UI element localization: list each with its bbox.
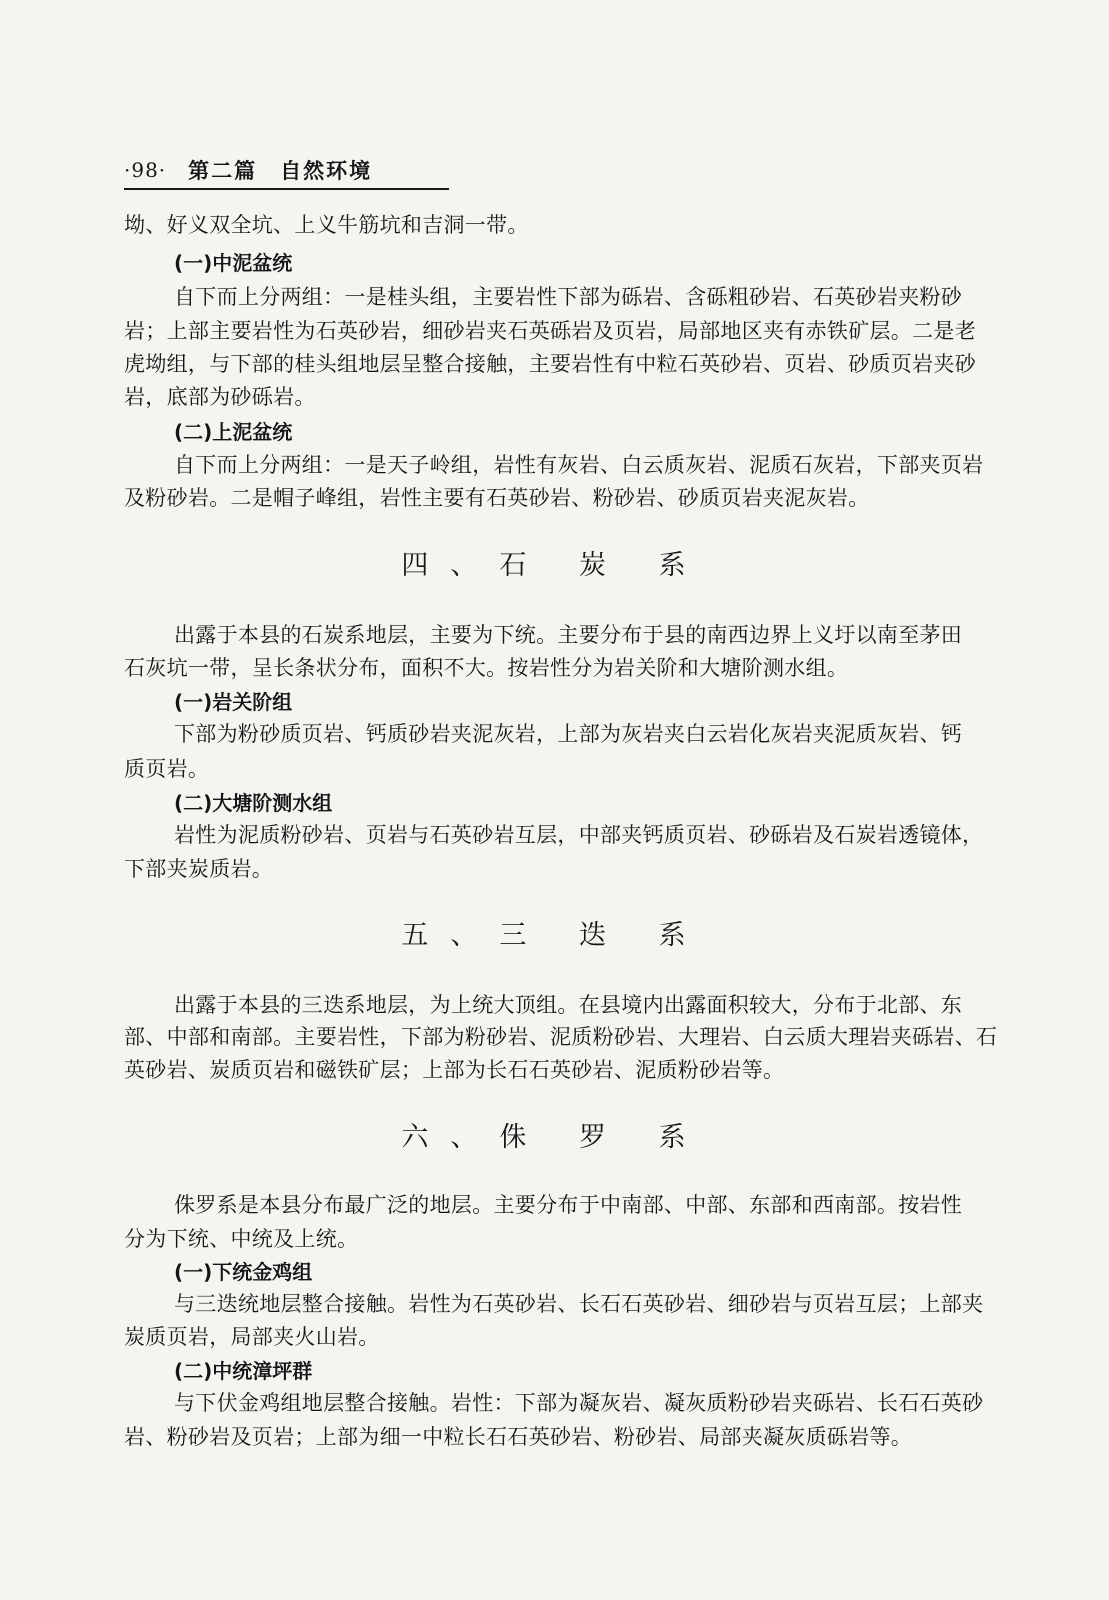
subsection-title: (二)上泥盆统 [174,420,293,444]
text-line: 与下伏金鸡组地层整合接触。岩性：下部为凝灰岩、凝灰质粉砂岩夹砾岩、长石石英砂 [174,1391,984,1415]
text-line: 自下而上分两组：一是桂头组，主要岩性下部为砾岩、含砾粗砂岩、石英砂岩夹粉砂 [174,285,963,309]
text-line: 虎坳组，与下部的桂头组地层呈整合接触，主要岩性有中粒石英砂岩、页岩、砂质页岩夹砂 [124,352,976,376]
text-line: 质页岩。 [124,757,210,781]
text-line: 岩；上部主要岩性为石英砂岩，细砂岩夹石英砾岩及页岩，局部地区夹有赤铁矿层。二是老 [124,319,976,343]
subsection-title: (一)下统金鸡组 [174,1260,313,1284]
chapter-heading: 六、侏 罗 系 [401,1122,708,1153]
subsection-title: (二)大塘阶测水组 [174,791,333,815]
text-line: 岩、粉砂岩及页岩；上部为细一中粒长石石英砂岩、粉砂岩、局部夹凝灰质砾岩等。 [124,1425,913,1449]
text-line: 部、中部和南部。主要岩性，下部为粉砂岩、泥质粉砂岩、大理岩、白云质大理岩夹砾岩、石 [124,1025,998,1049]
chapter-heading: 五、三 迭 系 [401,920,708,951]
text-line: 炭质页岩，局部夹火山岩。 [124,1325,380,1349]
text-line: 出露于本县的石炭系地层，主要为下统。主要分布于县的南西边界上义圩以南至茅田 [174,623,963,647]
text-line: 岩性为泥质粉砂岩、页岩与石英砂岩互层，中部夹钙质页岩、砂砾岩及石炭岩透镜体， [174,823,984,847]
text-line: 自下而上分两组：一是天子岭组，岩性有灰岩、白云质灰岩、泥质石灰岩，下部夹页岩 [174,453,984,477]
text-line: 岩，底部为砂砾岩。 [124,385,316,409]
text-line: 及粉砂岩。二是帽子峰组，岩性主要有石英砂岩、粉砂岩、砂质页岩夹泥灰岩。 [124,486,870,510]
chapter-heading: 四、石 炭 系 [401,550,708,581]
text-line: 下部为粉砂质页岩、钙质砂岩夹泥灰岩，上部为灰岩夹白云岩化灰岩夹泥质灰岩、钙 [174,722,963,746]
text-line: 石灰坑一带，呈长条状分布，面积不大。按岩性分为岩关阶和大塘阶测水组。 [124,656,849,680]
section-title: 第二篇 自然环境 [188,159,373,183]
text-line: 下部夹炭质岩。 [124,857,274,881]
text-line: 分为下统、中统及上统。 [124,1227,359,1251]
page-number: ·98· [124,158,167,182]
subsection-title: (二)中统漳坪群 [174,1359,313,1383]
text-line: 坳、好义双全坑、上义牛筋坑和吉洞一带。 [124,213,529,237]
text-line: 出露于本县的三迭系地层，为上统大顶组。在县境内出露面积较大，分布于北部、东 [174,993,963,1017]
subsection-title: (一)岩关阶组 [174,690,293,714]
text-line: 与三迭统地层整合接触。岩性为石英砂岩、长石石英砂岩、细砂岩与页岩互层；上部夹 [174,1292,984,1316]
text-line: 英砂岩、炭质页岩和磁铁矿层；上部为长石石英砂岩、泥质粉砂岩等。 [124,1058,785,1082]
subsection-title: (一)中泥盆统 [174,251,293,275]
text-line: 侏罗系是本县分布最广泛的地层。主要分布于中南部、中部、东部和西南部。按岩性 [174,1193,963,1217]
running-header [124,152,449,190]
